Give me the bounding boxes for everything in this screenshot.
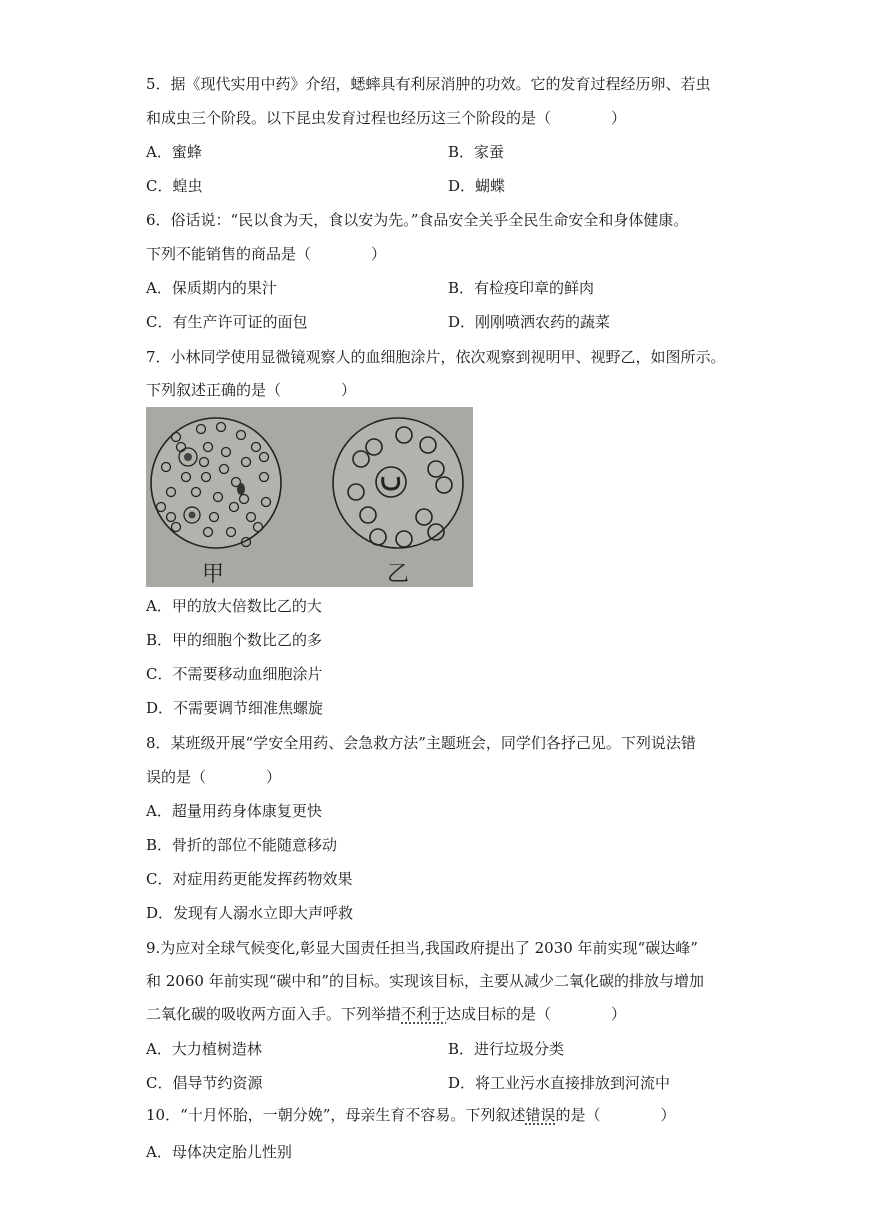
q9-option-a: A．大力植树造林: [146, 1040, 262, 1058]
q6-option-d: D．刚刚喷洒农药的蔬菜: [448, 313, 611, 331]
q7-option-b: B．甲的细胞个数比乙的多: [146, 631, 323, 649]
q10-stem-c: 的是（ ）: [555, 1106, 676, 1124]
field-yi: [333, 418, 463, 548]
q9-stem-line1: 9.为应对全球气候变化,彰显大国责任担当,我国政府提出了 2030 年前实现“碳达峰”: [146, 939, 698, 957]
field-jia: [151, 418, 281, 548]
q10-option-a: A．母体决定胎儿性别: [146, 1143, 292, 1161]
figure-label-jia: 甲: [202, 562, 225, 587]
q8-option-a: A．超量用药身体康复更快: [146, 802, 322, 820]
q9-stem-line3-a: 二氧化碳的吸收两方面入手。下列举措: [146, 1005, 402, 1023]
q10-stem-line1: [146, 1105, 675, 1125]
q6-stem-line1: 6．俗话说：“民以食为天，食以安为先。”食品安全关乎全民生命安全和身体健康。: [146, 211, 689, 229]
q9-option-d: D．将工业污水直接排放到河流中: [448, 1074, 671, 1092]
q6-option-a: A．保质期内的果汁: [146, 279, 277, 297]
q7-stem-line1: 7．小林同学使用显微镜观察人的血细胞涂片，依次观察到视明甲、视野乙，如图所示。: [146, 348, 726, 366]
q5-stem-line2: 和成虫三个阶段。以下昆虫发育过程也经历这三个阶段的是（ ）: [146, 109, 627, 127]
q9-stem-line3-c: 达成目标的是（ ）: [446, 1005, 627, 1023]
q5-stem-line1: 5．据《现代实用中药》介绍，蟋蟀具有利尿消肿的功效。它的发育过程经历卵、若虫: [146, 75, 711, 93]
q9-option-b: B．进行垃圾分类: [448, 1040, 565, 1058]
q7-option-a: A．甲的放大倍数比乙的大: [146, 597, 322, 615]
q9-stem-line3: [146, 1004, 626, 1024]
figure-label-yi: 乙: [387, 562, 410, 587]
q5-option-a: A．蜜蜂: [146, 143, 202, 161]
microscope-figure: [146, 407, 473, 587]
q8-stem-line2: 误的是（ ）: [146, 768, 282, 786]
q10-stem-a: 10．“十月怀胎，一朝分娩”，母亲生育不容易。下列叙述: [146, 1106, 526, 1124]
q7-option-d: D．不需要调节细准焦螺旋: [146, 699, 324, 717]
q6-stem-line2: 下列不能销售的商品是（ ）: [146, 245, 387, 263]
q5-option-d: D．蝴蝶: [448, 177, 506, 195]
q9-option-c: C．倡导节约资源: [146, 1074, 263, 1092]
q6-option-b: B．有检疫印章的鲜肉: [448, 279, 595, 297]
q9-stem-line2: 和 2060 年前实现“碳中和”的目标。实现该目标，主要从减少二氧化碳的排放与增加: [146, 972, 705, 990]
q8-option-b: B．骨折的部位不能随意移动: [146, 836, 338, 854]
q7-option-c: C．不需要移动血细胞涂片: [146, 665, 323, 683]
q8-option-d: D．发现有人溺水立即大声呼救: [146, 904, 354, 922]
q6-option-c: C．有生产许可证的面包: [146, 313, 308, 331]
q9-emphasis: 不利于: [401, 1005, 447, 1023]
q5-option-b: B．家蚕: [448, 143, 505, 161]
q7-stem-line2: 下列叙述正确的是（ ）: [146, 381, 357, 399]
q8-option-c: C．对症用药更能发挥药物效果: [146, 870, 353, 888]
q10-emphasis: 错误: [525, 1106, 556, 1124]
q5-option-c: C．蝗虫: [146, 177, 203, 195]
q8-stem-line1: 8．某班级开展“学安全用药、会急救方法”主题班会，同学们各抒己见。下列说法错: [146, 734, 696, 752]
